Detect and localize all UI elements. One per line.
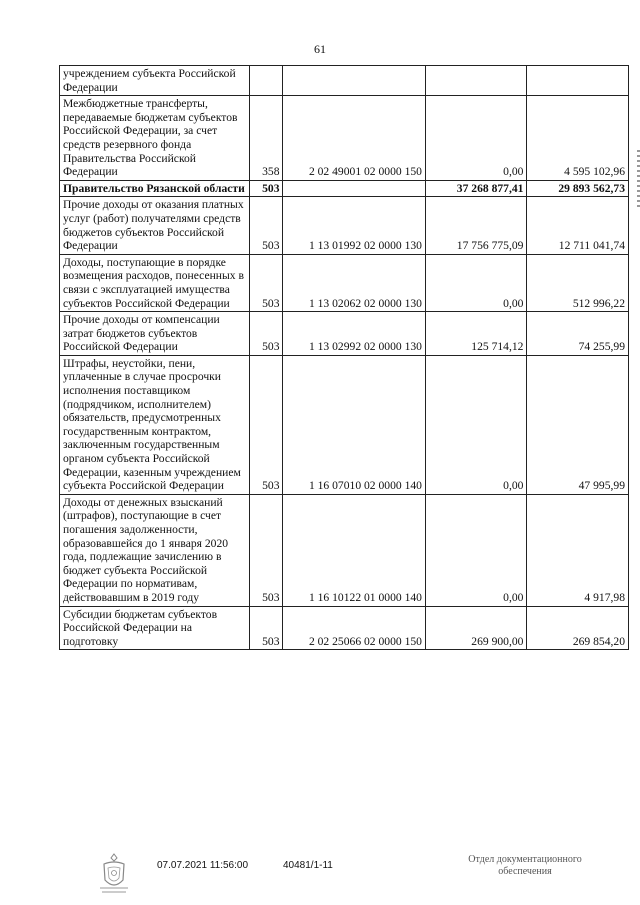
actual-value-cell: 512 996,22 xyxy=(527,254,629,311)
admin-code-cell: 503 xyxy=(249,254,283,311)
department-stamp xyxy=(440,854,610,878)
table-row xyxy=(60,606,629,650)
plan-value-cell: 0,00 xyxy=(425,494,526,606)
page-footer xyxy=(0,852,640,902)
budget-class-code-cell: 2 02 49001 02 0000 150 xyxy=(283,96,426,181)
department-stamp-line1: Отдел документационного xyxy=(468,854,582,865)
plan-value-cell: 0,00 xyxy=(425,254,526,311)
stamp-doc-number: 40481/1-11 xyxy=(283,860,333,871)
admin-code-cell: 503 xyxy=(249,312,283,356)
plan-value-cell: 0,00 xyxy=(425,355,526,494)
income-name-cell: учреждением субъекта Российской Федерации xyxy=(60,66,250,96)
table-row xyxy=(60,197,629,254)
income-name-cell: Доходы, поступающие в порядке возмещения расходов, понесенных в связи с эксплуатацией имущества субъектов Российской Федерации xyxy=(60,254,250,311)
actual-value-cell: 74 255,99 xyxy=(527,312,629,356)
table-row xyxy=(60,66,629,96)
income-name-cell: Субсидии бюджетам субъектов Российской Федерации на подготовку xyxy=(60,606,250,650)
admin-code-cell: 503 xyxy=(249,606,283,650)
actual-value-cell: 47 995,99 xyxy=(527,355,629,494)
budget-class-code-cell: 1 16 10122 01 0000 140 xyxy=(283,494,426,606)
budget-class-code-cell: 1 13 02992 02 0000 130 xyxy=(283,312,426,356)
actual-value-cell: 4 917,98 xyxy=(527,494,629,606)
budget-class-code-cell xyxy=(283,66,426,96)
actual-value-cell: 29 893 562,73 xyxy=(527,180,629,197)
revenue-table-body xyxy=(60,66,629,650)
income-name-cell: Межбюджетные трансферты, передаваемые бюджетам субъектов Российской Федерации, за счет средств резервного фонда Правительства Российской Федерации xyxy=(60,96,250,181)
budget-class-code-cell: 1 13 01992 02 0000 130 xyxy=(283,197,426,254)
admin-code-cell: 503 xyxy=(249,494,283,606)
actual-value-cell: 12 711 041,74 xyxy=(527,197,629,254)
plan-value-cell: 125 714,12 xyxy=(425,312,526,356)
budget-class-code-cell: 1 13 02062 02 0000 130 xyxy=(283,254,426,311)
admin-code-cell: 358 xyxy=(249,96,283,181)
income-name-cell: Прочие доходы от оказания платных услуг (работ) получателями средств бюджетов субъектов Российской Федерации xyxy=(60,197,250,254)
admin-code-cell xyxy=(249,66,283,96)
stamp-date: 07.07.2021 11:56:00 xyxy=(157,860,249,871)
plan-value-cell: 0,00 xyxy=(425,96,526,181)
income-name-cell: Прочие доходы от компенсации затрат бюджетов субъектов Российской Федерации xyxy=(60,312,250,356)
income-name-cell: Правительство Рязанской области xyxy=(60,180,250,197)
admin-code-cell: 503 xyxy=(249,180,283,197)
plan-value-cell: 37 268 877,41 xyxy=(425,180,526,197)
table-row xyxy=(60,355,629,494)
table-row xyxy=(60,312,629,356)
table-row xyxy=(60,180,629,197)
table-row xyxy=(60,254,629,311)
admin-code-cell: 503 xyxy=(249,355,283,494)
coat-of-arms-icon xyxy=(96,852,132,896)
page-number: 61 xyxy=(314,42,326,56)
plan-value-cell xyxy=(425,66,526,96)
admin-code-cell: 503 xyxy=(249,197,283,254)
budget-class-code-cell: 1 16 07010 02 0000 140 xyxy=(283,355,426,494)
actual-value-cell: 269 854,20 xyxy=(527,606,629,650)
actual-value-cell xyxy=(527,66,629,96)
table-row xyxy=(60,96,629,181)
revenue-table xyxy=(59,65,629,650)
department-stamp-line2: обеспечения xyxy=(498,866,552,877)
table-row xyxy=(60,494,629,606)
plan-value-cell: 17 756 775,09 xyxy=(425,197,526,254)
plan-value-cell: 269 900,00 xyxy=(425,606,526,650)
budget-class-code-cell xyxy=(283,180,426,197)
budget-class-code-cell: 2 02 25066 02 0000 150 xyxy=(283,606,426,650)
actual-value-cell: 4 595 102,96 xyxy=(527,96,629,181)
income-name-cell: Доходы от денежных взысканий (штрафов), поступающие в счет погашения задолженности, образовавшейся до 1 января 2020 года, подлежащие зачислению в бюджет субъекта Российской Федерации по нормативам, действовавшим в 2019 году xyxy=(60,494,250,606)
income-name-cell: Штрафы, неустойки, пени, уплаченные в случае просрочки исполнения поставщиком (подрядчиком, исполнителем) обязательств, предусмотренных государственным контрактом, заключенным государственным органом субъекта Российской Федерации, казенным учреждением субъекта Российской Федерации xyxy=(60,355,250,494)
